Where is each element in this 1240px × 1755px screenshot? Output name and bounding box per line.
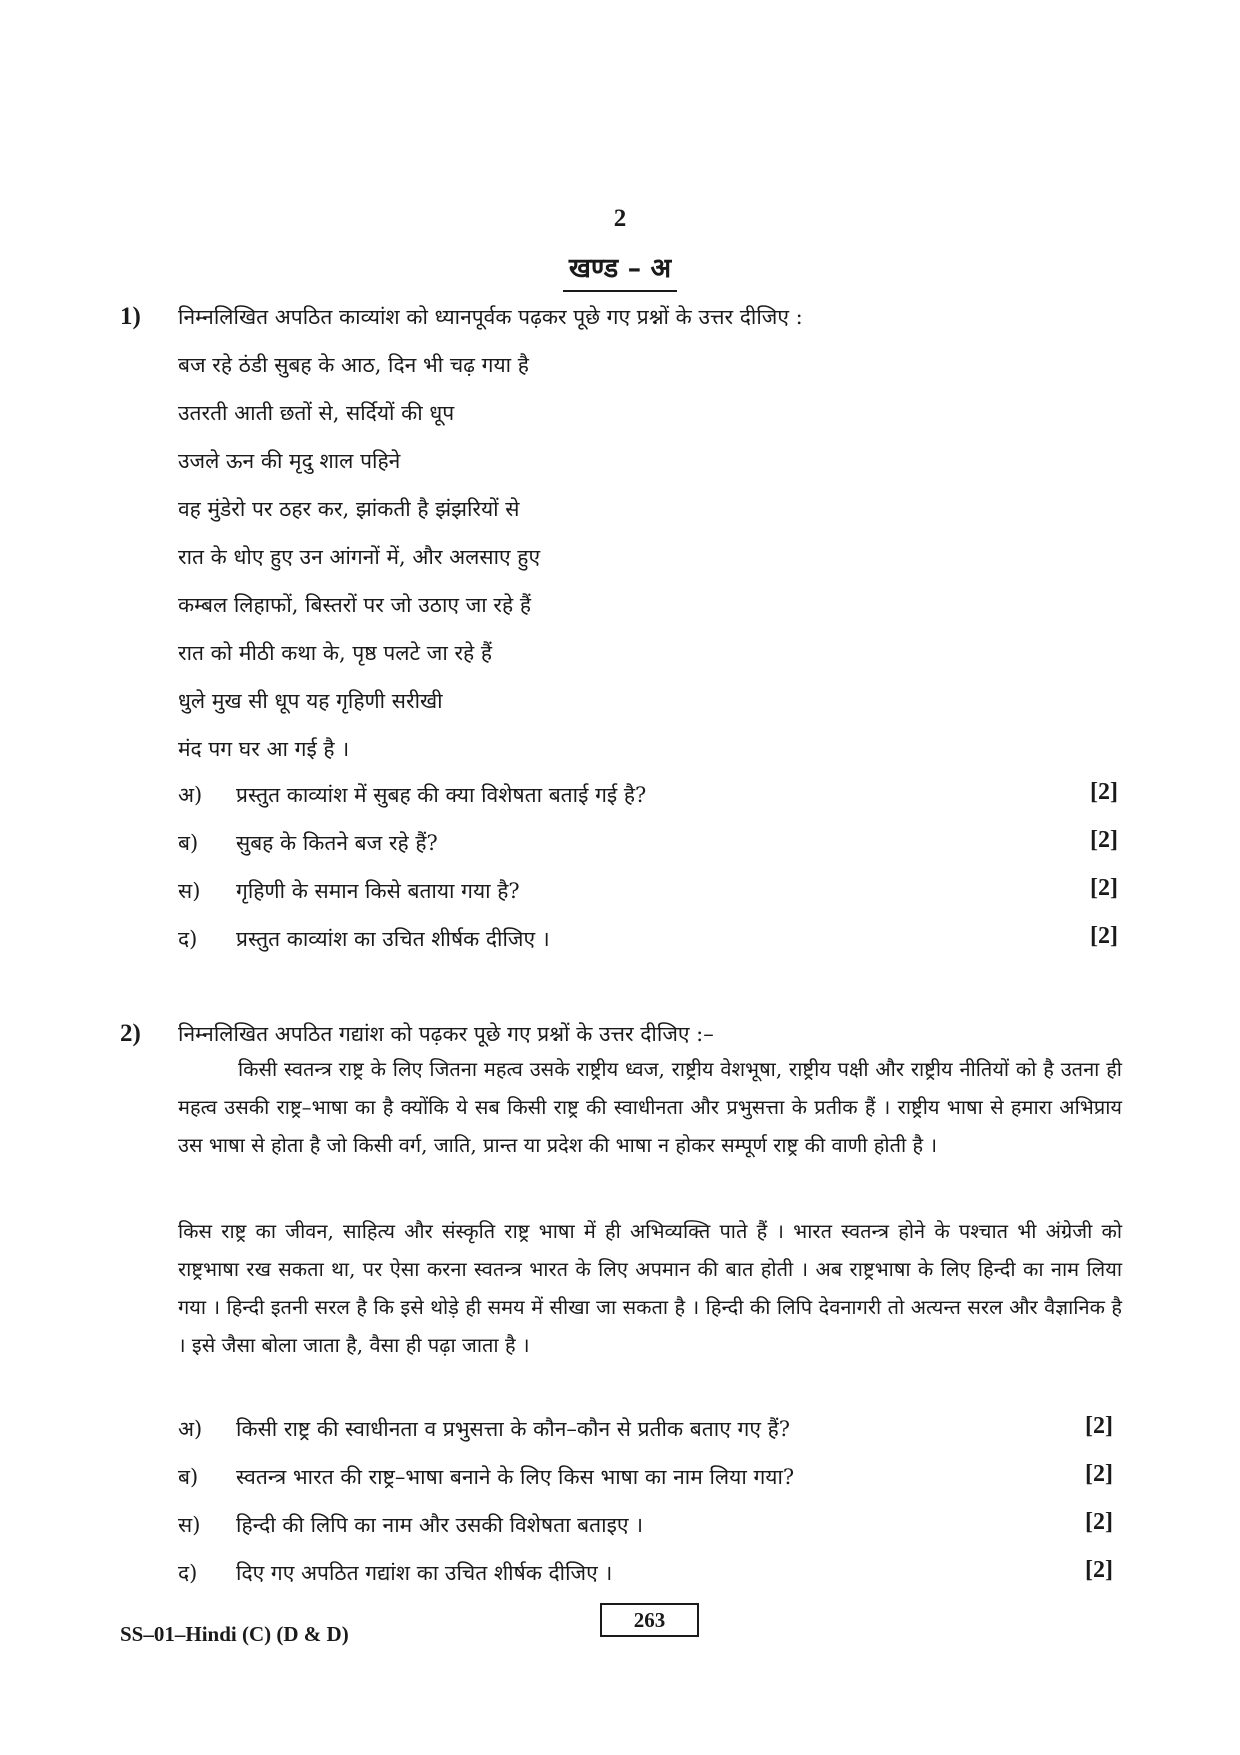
footer-paper-code: SS–01–Hindi (C) (D & D) [120, 1622, 349, 1646]
subq-text: स्वतन्त्र भारत की राष्ट्र–भाषा बनाने के लिए किस भाषा का नाम लिया गया? [236, 1465, 795, 1489]
q2-subquestion-a [178, 1415, 1113, 1447]
q1-number: 1) [120, 303, 141, 330]
subq-text: किसी राष्ट्र की स्वाधीनता व प्रभुसत्ता के कौन–कौन से प्रतीक बताए गए हैं? [236, 1417, 791, 1441]
poem-line: उतरती आती छतों से, सर्दियों की धूप [178, 401, 455, 425]
q2-subquestion-c [178, 1511, 1113, 1543]
q1-subquestion-a [178, 781, 1118, 813]
q2-number: 2) [120, 1020, 141, 1047]
poem-line: रात को मीठी कथा के, पृष्ठ पलटे जा रहे हैं [178, 641, 493, 665]
subq-text: प्रस्तुत काव्यांश में सुबह की क्या विशेषता बताई गई है? [236, 783, 647, 807]
subq-text: हिन्दी की लिपि का नाम और उसकी विशेषता बताइए । [236, 1513, 644, 1537]
subq-marks: [2] [1090, 779, 1118, 805]
poem-line: धुले मुख सी धूप यह गृहिणी सरीखी [178, 689, 443, 713]
subq-label: ब) [178, 1465, 199, 1489]
poem-line: बज रहे ठंडी सुबह के आठ, दिन भी चढ़ गया है [178, 353, 529, 377]
q1-poem [178, 350, 540, 782]
q1-subquestion-d [178, 925, 1118, 957]
subq-label: ब) [178, 831, 199, 855]
subq-text: दिए गए अपठित गद्यांश का उचित शीर्षक दीजिए । [236, 1561, 613, 1585]
subq-label: अ) [178, 1417, 203, 1441]
q1-instruction: निम्नलिखित अपठित काव्यांश को ध्यानपूर्वक पढ़कर पूछे गए प्रश्नों के उत्तर दीजिए : [178, 305, 803, 329]
subq-label: द) [178, 927, 198, 951]
q2-instruction: निम्नलिखित अपठित गद्यांश को पढ़कर पूछे गए प्रश्नों के उत्तर दीजिए :– [178, 1022, 714, 1046]
subq-marks: [2] [1085, 1509, 1113, 1535]
subq-label: स) [178, 1513, 201, 1537]
subq-marks: [2] [1085, 1461, 1113, 1487]
page-number: 2 [613, 205, 627, 232]
subq-marks: [2] [1090, 923, 1118, 949]
q1-subquestion-c [178, 877, 1118, 909]
q1-subquestion-b [178, 829, 1118, 861]
poem-line: मंद पग घर आ गई है । [178, 737, 350, 761]
q2-paragraph-2: किस राष्ट्र का जीवन, साहित्य और संस्कृति राष्ट्र भाषा में ही अभिव्यक्ति पाते हैं । भारत स्वतन्त्र होने के पश्चात भी अंग्रेजी को राष्ट्रभाषा रख सकता था, पर ऐसा करना स्वतन्त्र भारत के लिए अपमान की बात होती । अब राष्ट्रभाषा के लिए हिन्दी का नाम लिया गया । हिन्दी इतनी सरल है कि इसे थोड़े ही समय में सीखा जा सकता है । हिन्दी की लिपि देवनागरी तो अत्यन्त सरल और वैज्ञानिक है । इसे जैसा बोला जाता है, वैसा ही पढ़ा जाता है । [178, 1219, 1122, 1357]
poem-line: उजले ऊन की मृदु शाल पहिने [178, 449, 401, 473]
section-title-text: खण्ड – अ [563, 253, 677, 292]
subq-marks: [2] [1090, 875, 1118, 901]
subq-text: प्रस्तुत काव्यांश का उचित शीर्षक दीजिए । [236, 927, 550, 951]
poem-line: रात के धोए हुए उन आंगनों में, और अलसाए हुए [178, 545, 541, 569]
subq-label: स) [178, 879, 201, 903]
subq-label: अ) [178, 783, 203, 807]
section-title [0, 248, 1240, 285]
q2-subquestion-d [178, 1559, 1113, 1591]
poem-line: कम्बल लिहाफों, बिस्तरों पर जो उठाए जा रहे हैं [178, 593, 531, 617]
subq-marks: [2] [1085, 1557, 1113, 1583]
subq-text: सुबह के कितने बज रहे हैं? [236, 831, 438, 855]
poem-line: वह मुंडेरो पर ठहर कर, झांकती है झंझरियों से [178, 497, 520, 521]
subq-label: द) [178, 1561, 198, 1585]
footer-page-number: 263 [600, 1603, 699, 1637]
q2-subquestion-b [178, 1463, 1113, 1495]
subq-marks: [2] [1090, 827, 1118, 853]
subq-text: गृहिणी के समान किसे बताया गया है? [236, 879, 520, 903]
q2-paragraph-1: किसी स्वतन्त्र राष्ट्र के लिए जितना महत्व उसके राष्ट्रीय ध्वज, राष्ट्रीय वेशभूषा, राष्ट्रीय पक्षी और राष्ट्रीय नीतियों को है उतना ही महत्व उसकी राष्ट्र–भाषा का है क्योंकि ये सब किसी राष्ट्र की स्वाधीनता और प्रभुसत्ता के प्रतीक हैं । राष्ट्रीय भाषा से हमारा अभिप्राय उस भाषा से होता है जो किसी वर्ग, जाति, प्रान्त या प्रदेश की भाषा न होकर सम्पूर्ण राष्ट्र की वाणी होती है । [178, 1057, 1122, 1157]
subq-marks: [2] [1085, 1413, 1113, 1439]
